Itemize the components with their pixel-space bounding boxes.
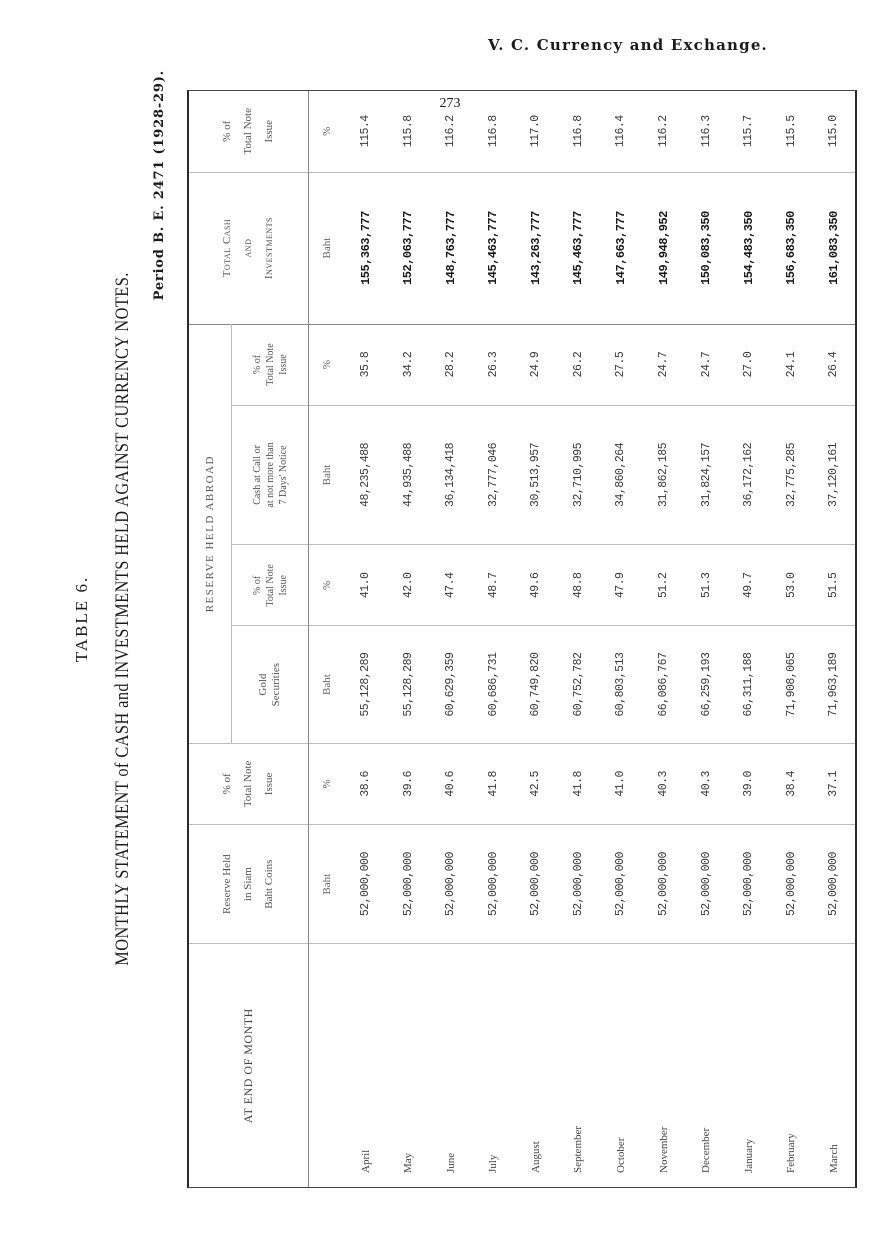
cell-pct-3: 26.4 [812, 324, 855, 405]
header-issue: Issue [263, 772, 275, 796]
running-head: V. C. Currency and Exchange. [488, 36, 768, 54]
cell-pct-4: 116.4 [600, 91, 643, 172]
table-row [642, 91, 685, 1187]
cell-month [430, 944, 473, 1187]
cell-pct-4: 115.7 [727, 91, 770, 172]
unit-pct-3: % [309, 324, 345, 405]
header-pct-note-issue-4 [189, 91, 309, 172]
cell-baht-coins: 52,000,000 [345, 824, 388, 944]
month-label: May [402, 1152, 415, 1173]
cell-baht-coins: 52,000,000 [642, 824, 685, 944]
cell-total-cash: 143,263,777 [515, 172, 558, 324]
cell-pct-1: 38.6 [345, 743, 388, 824]
cell-pct-3: 27.5 [600, 324, 643, 405]
month-label: July [487, 1154, 500, 1173]
header-reserve-abroad: RESERVE HELD ABROAD [189, 324, 232, 743]
cell-month [345, 944, 388, 1187]
cell-pct-1: 41.8 [557, 743, 600, 824]
cell-month [557, 944, 600, 1187]
cell-pct-2: 49.7 [727, 545, 770, 626]
header-total-cash-1: Total Cash [221, 218, 233, 278]
header-pct-2b: Total Note [264, 564, 276, 607]
cell-gold-securities: 55,128,289 [387, 626, 430, 744]
unit-total: Baht [309, 172, 345, 324]
cell-pct-4: 117.0 [515, 91, 558, 172]
table-row [345, 91, 388, 1187]
cell-pct-4: 115.8 [387, 91, 430, 172]
cell-pct-3: 27.0 [727, 324, 770, 405]
cell-pct-4: 115.0 [812, 91, 855, 172]
header-reserve-siam [189, 824, 309, 944]
unit-row [309, 91, 345, 1187]
header-pct-2a: % of [251, 575, 263, 595]
cell-pct-4: 116.3 [685, 91, 728, 172]
cell-gold-securities: 71,963,189 [812, 626, 855, 744]
header-pct-of-4: % of [221, 120, 233, 142]
cell-pct-4: 116.2 [430, 91, 473, 172]
cell-gold-securities: 66,086,767 [642, 626, 685, 744]
cell-cash-at-call: 32,775,285 [770, 405, 813, 545]
cell-gold-securities: 60,629,359 [430, 626, 473, 744]
header-pct-3b: Total Note [264, 343, 276, 386]
cell-baht-coins: 52,000,000 [600, 824, 643, 944]
cell-pct-1: 41.0 [600, 743, 643, 824]
table-title: MONTHLY STATEMENT of CASH and INVESTMENTS HELD AGAINST CURRENCY NOTES. [112, 272, 133, 966]
cell-month [685, 944, 728, 1187]
cell-pct-1: 37.1 [812, 743, 855, 824]
header-month: AT END OF MONTH [189, 944, 309, 1187]
cell-pct-1: 40.3 [642, 743, 685, 824]
cell-total-cash: 150,083,350 [685, 172, 728, 324]
cell-gold-securities: 71,908,065 [770, 626, 813, 744]
cell-baht-coins: 52,000,000 [557, 824, 600, 944]
table-row [430, 91, 473, 1187]
header-cash-call-1: Cash at Call or [251, 445, 263, 505]
header-issue-4: Issue [263, 119, 275, 143]
cell-pct-3: 35.8 [345, 324, 388, 405]
cell-pct-2: 51.2 [642, 545, 685, 626]
cell-gold-securities: 66,311,188 [727, 626, 770, 744]
month-label: April [359, 1149, 372, 1173]
cell-cash-at-call: 48,235,488 [345, 405, 388, 545]
cell-pct-2: 41.0 [345, 545, 388, 626]
cell-pct-1: 39.0 [727, 743, 770, 824]
cell-pct-4: 115.5 [770, 91, 813, 172]
cell-pct-3: 28.2 [430, 324, 473, 405]
cell-total-cash: 156,683,350 [770, 172, 813, 324]
cell-total-cash: 149,948,952 [642, 172, 685, 324]
table-row [557, 91, 600, 1187]
table-row [685, 91, 728, 1187]
table-row [515, 91, 558, 1187]
cell-total-cash: 155,363,777 [345, 172, 388, 324]
month-label: January [742, 1138, 755, 1173]
cell-pct-2: 51.3 [685, 545, 728, 626]
unit-gold: Baht [309, 626, 345, 744]
cell-month [727, 944, 770, 1187]
statement-table-frame [187, 90, 857, 1188]
cell-month [600, 944, 643, 1187]
cell-cash-at-call: 30,513,957 [515, 405, 558, 545]
cell-pct-1: 41.8 [472, 743, 515, 824]
month-label: February [785, 1133, 798, 1173]
header-cash-at-call [232, 405, 309, 545]
header-total-note: Total Note [242, 760, 254, 808]
cell-gold-securities: 60,803,513 [600, 626, 643, 744]
cell-month [515, 944, 558, 1187]
unit-pct-2: % [309, 545, 345, 626]
cell-month [472, 944, 515, 1187]
cell-pct-3: 24.7 [685, 324, 728, 405]
cell-baht-coins: 52,000,000 [685, 824, 728, 944]
header-securities: Securities [270, 662, 282, 707]
month-label: December [700, 1127, 713, 1173]
month-label: August [529, 1141, 542, 1173]
cell-total-cash: 148,763,777 [430, 172, 473, 324]
cell-baht-coins: 52,000,000 [387, 824, 430, 944]
table-row [770, 91, 813, 1187]
cell-baht-coins: 52,000,000 [430, 824, 473, 944]
unit-baht-coins: Baht [309, 824, 345, 944]
cell-total-cash: 161,083,350 [812, 172, 855, 324]
cell-pct-2: 48.8 [557, 545, 600, 626]
cell-baht-coins: 52,000,000 [515, 824, 558, 944]
cell-total-cash: 147,663,777 [600, 172, 643, 324]
cell-baht-coins: 52,000,000 [812, 824, 855, 944]
header-cash-call-3: 7 Days' Notice [277, 445, 289, 505]
cell-month [770, 944, 813, 1187]
cell-pct-1: 38.4 [770, 743, 813, 824]
cell-pct-3: 26.3 [472, 324, 515, 405]
cell-pct-2: 49.6 [515, 545, 558, 626]
header-gold-securities [232, 626, 309, 744]
cell-gold-securities: 55,128,289 [345, 626, 388, 744]
period-label: Period B. E. 2471 (1928-29). [152, 70, 167, 301]
cell-baht-coins: 52,000,000 [770, 824, 813, 944]
page-number: 273 [439, 96, 461, 111]
header-gold: Gold [257, 673, 269, 696]
cell-cash-at-call: 31,824,157 [685, 405, 728, 545]
month-label: March [827, 1144, 840, 1173]
cell-total-cash: 152,063,777 [387, 172, 430, 324]
header-pct-3a: % of [251, 354, 263, 375]
cell-month [812, 944, 855, 1187]
cell-pct-3: 24.9 [515, 324, 558, 405]
month-label: October [614, 1137, 627, 1173]
cell-pct-1: 40.6 [430, 743, 473, 824]
cell-pct-2: 53.0 [770, 545, 813, 626]
header-reserve-siam-mid: in Siam [242, 867, 254, 902]
header-total-cash-2: and [242, 238, 254, 258]
header-reserve-siam-top: Reserve Held [221, 854, 233, 914]
cell-pct-1: 40.3 [685, 743, 728, 824]
cell-pct-4: 116.8 [472, 91, 515, 172]
cell-pct-3: 26.2 [557, 324, 600, 405]
cell-total-cash: 154,483,350 [727, 172, 770, 324]
header-cash-call-2: at not more than [264, 442, 276, 508]
cell-pct-3: 24.7 [642, 324, 685, 405]
unit-cash: Baht [309, 405, 345, 545]
cell-pct-4: 115.4 [345, 91, 388, 172]
cell-total-cash: 145,463,777 [472, 172, 515, 324]
table-label: TABLE 6. [72, 575, 91, 663]
cell-pct-2: 47.4 [430, 545, 473, 626]
cell-month [642, 944, 685, 1187]
cell-pct-3: 34.2 [387, 324, 430, 405]
cell-gold-securities: 66,259,193 [685, 626, 728, 744]
cell-cash-at-call: 37,120,161 [812, 405, 855, 545]
cell-total-cash: 145,463,777 [557, 172, 600, 324]
unit-pct-4: % [309, 91, 345, 172]
cell-pct-2: 47.9 [600, 545, 643, 626]
table-row [727, 91, 770, 1187]
cell-pct-4: 116.8 [557, 91, 600, 172]
cell-pct-2: 42.0 [387, 545, 430, 626]
table-row [812, 91, 855, 1187]
header-pct-note-issue-3 [232, 324, 309, 405]
header-pct-of: % of [221, 773, 233, 795]
table-row [600, 91, 643, 1187]
unit-pct-1: % [309, 743, 345, 824]
table-row [387, 91, 430, 1187]
cell-cash-at-call: 32,710,995 [557, 405, 600, 545]
cell-gold-securities: 60,749,820 [515, 626, 558, 744]
cell-cash-at-call: 44,935,488 [387, 405, 430, 545]
table-row [472, 91, 515, 1187]
header-total-cash-3: Investments [263, 217, 275, 280]
statement-table [189, 91, 855, 1187]
header-pct-2c: Issue [277, 575, 289, 596]
month-label: June [444, 1152, 457, 1173]
header-baht-coins: Baht Coins [263, 859, 275, 909]
header-total-note-4: Total Note [242, 108, 254, 155]
cell-pct-2: 51.5 [812, 545, 855, 626]
cell-cash-at-call: 34,860,264 [600, 405, 643, 545]
cell-pct-1: 42.5 [515, 743, 558, 824]
cell-pct-1: 39.6 [387, 743, 430, 824]
header-pct-note-issue-2 [232, 545, 309, 626]
cell-pct-3: 24.1 [770, 324, 813, 405]
cell-gold-securities: 60,686,731 [472, 626, 515, 744]
month-label: November [657, 1126, 670, 1173]
cell-cash-at-call: 36,172,162 [727, 405, 770, 545]
header-pct-3c: Issue [277, 354, 289, 375]
cell-pct-4: 116.2 [642, 91, 685, 172]
cell-cash-at-call: 31,862,185 [642, 405, 685, 545]
cell-cash-at-call: 32,777,046 [472, 405, 515, 545]
cell-baht-coins: 52,000,000 [727, 824, 770, 944]
cell-pct-2: 48.7 [472, 545, 515, 626]
header-total-cash-investments [189, 172, 309, 324]
header-pct-note-issue-1 [189, 743, 309, 824]
cell-cash-at-call: 36,134,418 [430, 405, 473, 545]
month-label: September [572, 1125, 585, 1173]
cell-baht-coins: 52,000,000 [472, 824, 515, 944]
cell-gold-securities: 60,752,782 [557, 626, 600, 744]
cell-month [387, 944, 430, 1187]
